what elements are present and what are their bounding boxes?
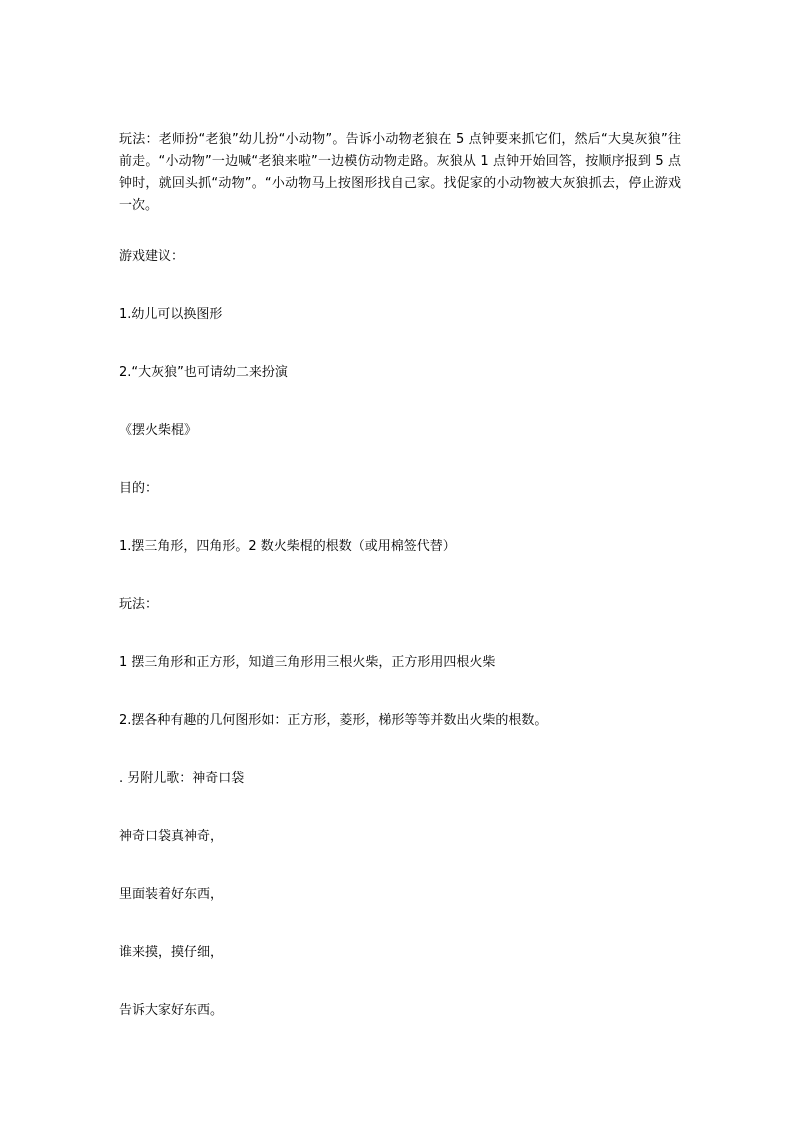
method-item-2: 2.摆各种有趣的几何图形如：正方形，菱形，梯形等等并数出火柴的根数。 <box>119 713 548 728</box>
method-item-1: 1 摆三角形和正方形，知道三角形用三根火柴，正方形用四根火柴 <box>119 655 496 670</box>
rhyme-line-1: 神奇口袋真神奇， <box>119 829 224 844</box>
section-title: 《摆火柴棍》 <box>119 423 198 438</box>
game-suggestions-heading: 游戏建议： <box>119 249 185 264</box>
method-heading: 玩法： <box>119 597 159 612</box>
purpose-heading: 目的： <box>119 481 159 496</box>
rhyme-title: . 另附儿歌：神奇口袋 <box>119 771 245 786</box>
purpose-item-1: 1.摆三角形，四角形。2 数火柴棍的根数（或用棉签代替） <box>119 539 456 554</box>
rules-paragraph: 玩法：老师扮“老狼”幼儿扮“小动物”。告诉小动物老狼在 5 点钟要来抓它们，然后“大臭灰狼”往前走。“小动物”一边喊“老狼来啦”一边模仿动物走路。灰狼从 1 点钟开始回答，按顺序报到 5 点钟时，就回头抓“动物”。“小动物马上按图形找自己家。找促家的小动物被大灰狼抓去，停止游戏一次。 <box>119 132 681 213</box>
suggestion-item-2: 2.“大灰狼”也可请幼二来扮演 <box>119 365 288 380</box>
rhyme-line-4: 告诉大家好东西。 <box>119 1003 224 1018</box>
suggestion-item-1: 1.幼儿可以换图形 <box>119 307 223 322</box>
rhyme-line-3: 谁来摸，摸仔细， <box>119 945 224 960</box>
rhyme-line-2: 里面装着好东西， <box>119 887 224 902</box>
